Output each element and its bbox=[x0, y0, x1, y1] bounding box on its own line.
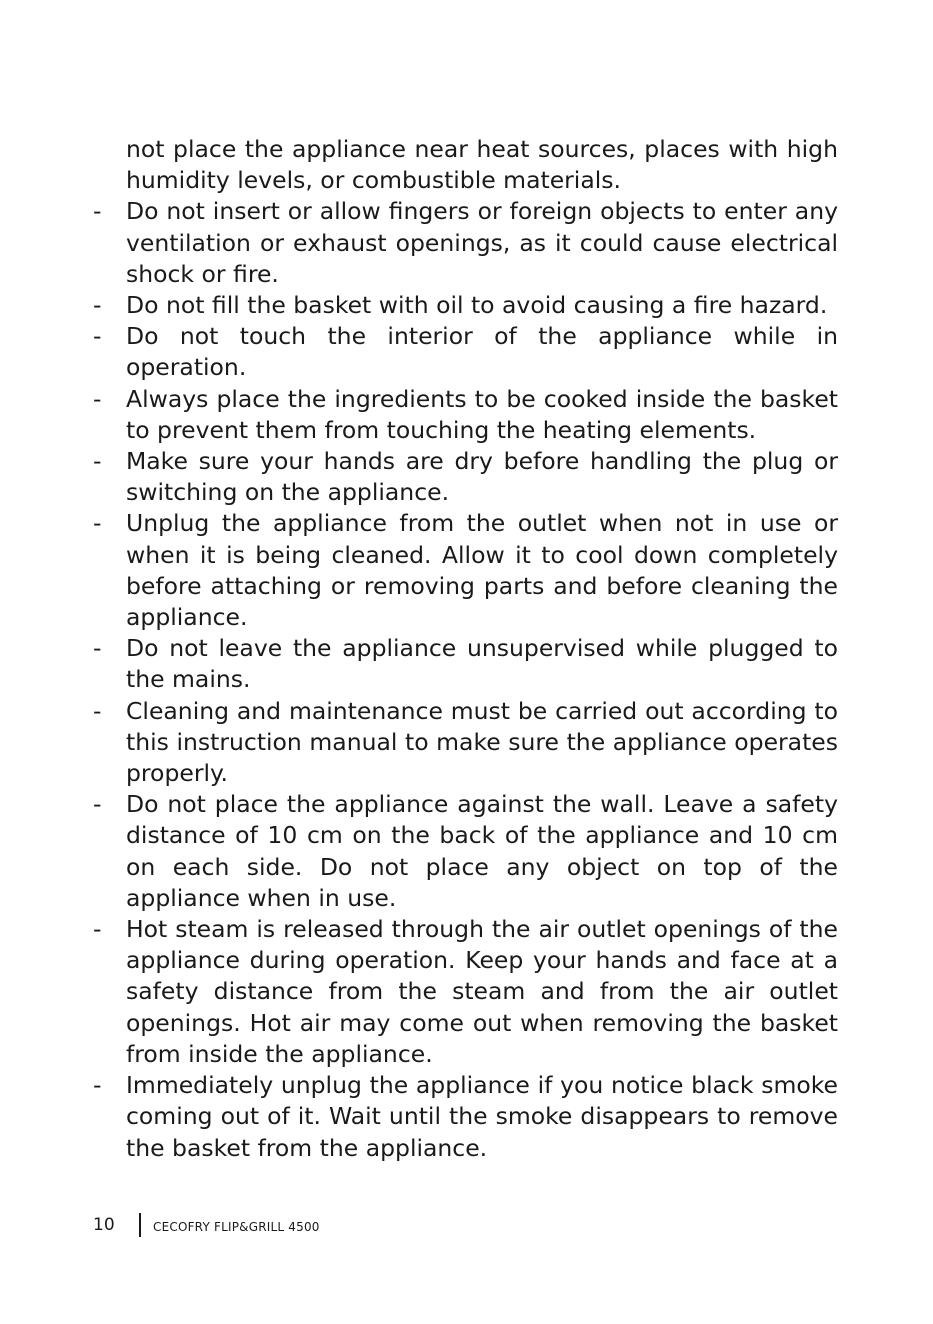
list-item bbox=[85, 290, 838, 321]
list-item bbox=[85, 508, 838, 633]
list-item bbox=[85, 633, 838, 695]
continuation-paragraph: not place the appliance near heat sources, places with high humidity levels, or combustible materials. bbox=[126, 135, 838, 195]
page-number: 10 bbox=[93, 1215, 115, 1235]
list-item bbox=[85, 384, 838, 446]
list-item bbox=[85, 789, 838, 914]
list-item-text: Do not leave the appliance unsupervised while plugged to the mains. bbox=[126, 634, 838, 694]
list-item bbox=[85, 446, 838, 508]
bullet-dash: - bbox=[93, 790, 102, 819]
list-item bbox=[85, 321, 838, 383]
list-item-text: Do not fill the basket with oil to avoid causing a fire hazard. bbox=[126, 291, 828, 320]
bullet-dash: - bbox=[93, 915, 102, 944]
list-item-text: Hot steam is released through the air outlet openings of the appliance during operation. Keep your hands and face at a safety distance from the steam and from the air outlet openings. Hot air may come out when removing the basket from inside the appliance. bbox=[126, 915, 838, 1068]
bullet-dash: - bbox=[93, 1071, 102, 1100]
list-item-text: Immediately unplug the appliance if you notice black smoke coming out of it. Wait until the smoke disappears to remove the basket from the appliance. bbox=[126, 1071, 838, 1162]
list-item bbox=[85, 196, 838, 290]
bullet-dash: - bbox=[93, 696, 102, 725]
list-item-text: Always place the ingredients to be cooked inside the basket to prevent them from touching the heating elements. bbox=[126, 384, 838, 444]
list-item-text: Unplug the appliance from the outlet when not in use or when it is being cleaned. Allow it to cool down completely before attaching or removing parts and before cleaning the appliance. bbox=[126, 509, 838, 632]
safety-instructions-list bbox=[85, 196, 838, 1163]
list-item bbox=[85, 914, 838, 1070]
bullet-dash: - bbox=[93, 322, 102, 351]
bullet-dash: - bbox=[93, 509, 102, 538]
product-name: CECOFRY FLIP&GRILL 4500 bbox=[153, 1220, 320, 1234]
list-item-text: Do not insert or allow fingers or foreign objects to enter any ventilation or exhaust openings, as it could cause electrical shock or fire. bbox=[126, 197, 838, 288]
list-item-text: Do not place the appliance against the wall. Leave a safety distance of 10 cm on the back of the appliance and 10 cm on each side. Do not place any object on top of the appliance when in use. bbox=[126, 790, 838, 912]
bullet-dash: - bbox=[93, 197, 102, 226]
footer-divider bbox=[139, 1213, 141, 1237]
list-item-text: Do not touch the interior of the appliance while in operation. bbox=[126, 322, 838, 382]
list-item bbox=[85, 1070, 838, 1164]
bullet-dash: - bbox=[93, 384, 102, 413]
manual-body bbox=[85, 134, 838, 1164]
list-item-text: Make sure your hands are dry before handling the plug or switching on the appliance. bbox=[126, 447, 838, 507]
list-item-text: Cleaning and maintenance must be carried out according to this instruction manual to make sure the appliance operates properly. bbox=[126, 696, 838, 788]
bullet-dash: - bbox=[93, 447, 102, 476]
bullet-dash: - bbox=[93, 634, 102, 663]
bullet-dash: - bbox=[93, 291, 102, 320]
list-item bbox=[85, 696, 838, 790]
page-footer bbox=[93, 1211, 320, 1239]
